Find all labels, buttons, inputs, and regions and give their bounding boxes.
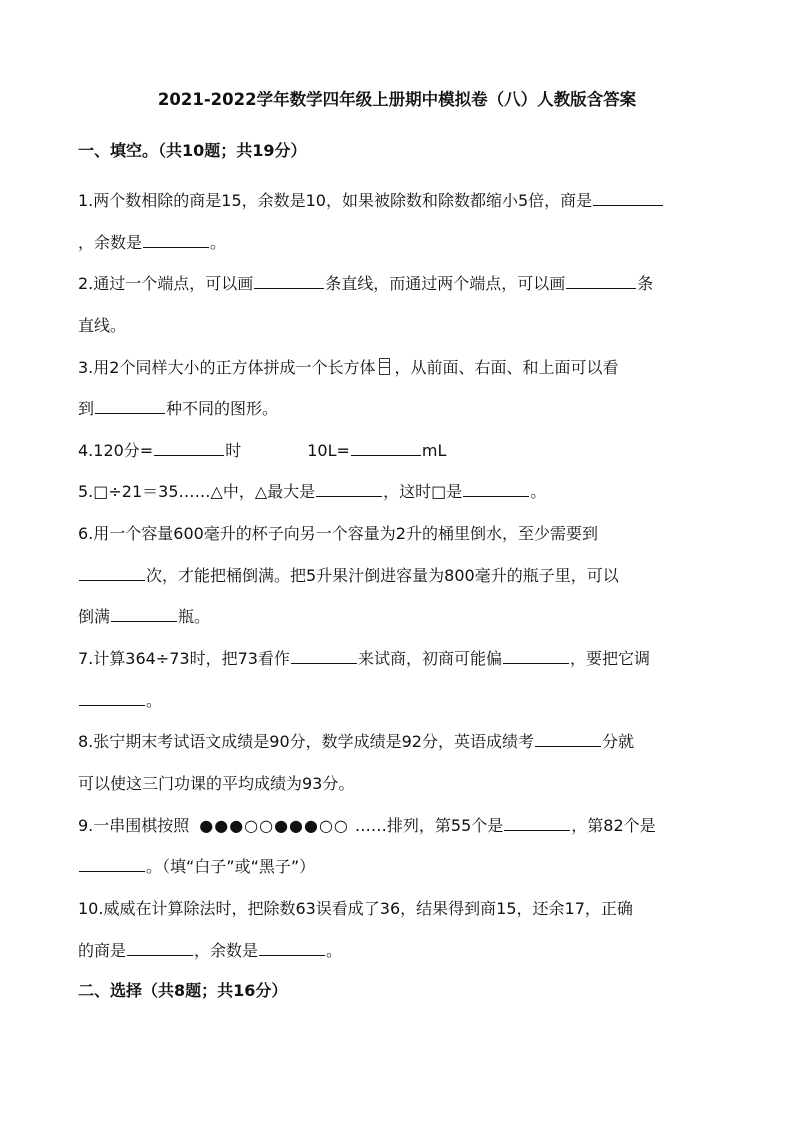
section-heading-fill-blank: 一、填空。（共10题；共19分） (78, 141, 307, 160)
go-stones-sequence: ●●●○○●●●○○ (199, 816, 349, 835)
answer-blank[interactable] (79, 691, 145, 706)
answer-blank[interactable] (259, 941, 325, 956)
question-8-line-1: 8.张宁期末考试语文成绩是90分，数学成绩是92分，英语成绩考 分就 (78, 732, 635, 751)
answer-blank[interactable] (111, 607, 177, 622)
question-8-line-2: 可以使这三门功课的平均成绩为93分。 (78, 774, 355, 793)
question-3-line-1: 3.用2个同样大小的正方体拼成一个长方体 ，从前面、右面、和上面可以看 (78, 358, 619, 377)
question-2-line-1: 2.通过一个端点，可以画 条直线，而通过两个端点，可以画 条 (78, 274, 654, 293)
question-6-line-3: 倒满 瓶。 (78, 607, 211, 626)
question-3-line-2: 到 种不同的图形。 (78, 399, 279, 418)
answer-blank[interactable] (154, 441, 224, 456)
answer-blank[interactable] (291, 649, 357, 664)
answer-blank[interactable] (593, 191, 663, 206)
answer-blank[interactable] (351, 441, 421, 456)
question-4: 4.120分= 时 10L= mL (78, 441, 447, 460)
question-5: 5.□÷21＝35……△中，△最大是 ，这时□是 。 (78, 482, 547, 501)
question-1-line-2: ，余数是 。 (78, 233, 227, 252)
answer-blank[interactable] (79, 857, 145, 872)
answer-blank[interactable] (535, 732, 601, 747)
question-9-line-1: 9.一串围棋按照 ●●●○○●●●○○ ……排列，第55个是 ，第82个是 (78, 816, 656, 835)
answer-blank[interactable] (79, 566, 145, 581)
question-7-line-1: 7.计算364÷73时，把73看作 来试商，初商可能偏 ，要把它调 (78, 649, 650, 668)
answer-blank[interactable] (95, 399, 165, 414)
answer-blank[interactable] (463, 482, 529, 497)
answer-blank[interactable] (503, 649, 569, 664)
section-heading-multiple-choice: 二、选择（共8题；共16分） (78, 981, 288, 1000)
question-7-line-2: 。 (78, 688, 162, 711)
answer-blank[interactable] (143, 233, 209, 248)
question-6-line-1: 6.用一个容量600毫升的杯子向另一个容量为2升的桶里倒水，至少需要到 (78, 524, 598, 543)
answer-blank[interactable] (566, 274, 636, 289)
cuboid-icon (379, 358, 390, 375)
answer-blank[interactable] (504, 816, 570, 831)
page-title: 2021-2022学年数学四年级上册期中模拟卷（八）人教版含答案 (157, 90, 637, 109)
answer-blank[interactable] (254, 274, 324, 289)
question-9-line-2: 。（填“白子”或“黑子”） (78, 854, 315, 877)
question-10-line-2: 的商是 ，余数是 。 (78, 941, 343, 960)
answer-blank[interactable] (127, 941, 193, 956)
question-6-line-2: 次，才能把桶倒满。把5升果汁倒进容量为800毫升的瓶子里，可以 (78, 563, 619, 586)
question-10-line-1: 10.威威在计算除法时，把除数63误看成了36，结果得到商15，还余17，正确 (78, 899, 633, 918)
answer-blank[interactable] (316, 482, 382, 497)
question-2-line-2: 直线。 (78, 316, 127, 335)
question-1-line-1: 1.两个数相除的商是15，余数是10，如果被除数和除数都缩小5倍，商是 (78, 188, 664, 211)
